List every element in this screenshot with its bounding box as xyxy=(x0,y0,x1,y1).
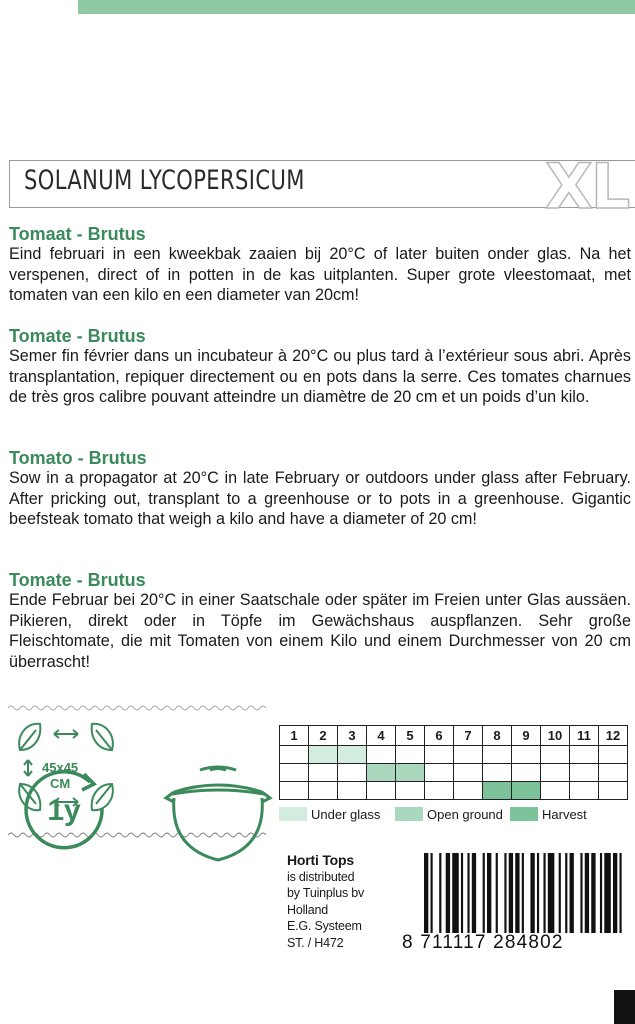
barcode-bar xyxy=(591,853,595,933)
calendar-cell xyxy=(280,764,309,782)
calendar-cell xyxy=(396,746,425,764)
calendar-cell xyxy=(425,746,454,764)
spacing-unit: CM xyxy=(49,776,71,791)
legend-label-open-ground: Open ground xyxy=(427,807,503,822)
barcode-bar xyxy=(452,853,459,933)
calendar-cell xyxy=(425,782,454,800)
calendar-cell xyxy=(396,764,425,782)
calendar-cell xyxy=(512,764,541,782)
barcode-bar xyxy=(431,853,433,933)
spacing-value: 45x45 xyxy=(42,760,79,775)
calendar-cell xyxy=(483,764,512,782)
calendar-cell xyxy=(367,746,396,764)
cycle-label: 1y xyxy=(47,794,81,827)
distributor-line: E.G. Systeem xyxy=(287,919,362,933)
legend-swatch-under-glass xyxy=(279,807,307,821)
calendar-cell xyxy=(541,782,570,800)
section-dutch xyxy=(9,224,631,306)
calendar-cell xyxy=(338,764,367,782)
barcode-bar xyxy=(548,853,555,933)
barcode-bar xyxy=(613,853,617,933)
barcode-bar xyxy=(472,853,476,933)
calendar-cell xyxy=(512,782,541,800)
section-title: Tomate - Brutus xyxy=(9,570,146,590)
legend-swatch-harvest xyxy=(510,807,538,821)
legend-swatch-open-ground xyxy=(395,807,423,821)
barcode-bar xyxy=(467,853,469,933)
barcode-bar xyxy=(559,853,561,933)
barcode-bar xyxy=(604,853,611,933)
barcode-bar xyxy=(483,853,485,933)
barcode-bar xyxy=(446,853,450,933)
corner-mark xyxy=(614,990,635,1024)
calendar-cell xyxy=(280,782,309,800)
legend-label-under-glass: Under glass xyxy=(311,807,381,822)
size-badge: XL xyxy=(545,150,629,223)
calendar-month-header: 6 xyxy=(425,726,454,746)
calendar-cell xyxy=(570,782,599,800)
calendar-cell xyxy=(280,746,309,764)
barcode-bar xyxy=(461,853,463,933)
species-banner xyxy=(9,160,635,208)
barcode-bar xyxy=(439,853,441,933)
barcode-bar xyxy=(619,853,621,933)
distributor-line: by Tuinplus bv xyxy=(287,886,365,900)
section-title: Tomaat - Brutus xyxy=(9,224,146,244)
calendar-month-header: 10 xyxy=(541,726,570,746)
calendar-cell xyxy=(541,764,570,782)
calendar-cell xyxy=(396,782,425,800)
calendar-month-header: 9 xyxy=(512,726,541,746)
calendar-month-header: 4 xyxy=(367,726,396,746)
distributor-line: is distributed xyxy=(287,869,355,884)
calendar-cell xyxy=(425,764,454,782)
barcode-number: 8 711117 284802 xyxy=(402,932,564,953)
section-french xyxy=(9,326,631,408)
barcode-bar xyxy=(530,853,534,933)
section-body: Eind februari in een kweekbak zaaien bij 20°C of later buiten onder glas. Na het verspenen, direct of in potten in de kas uitplanten. Super grote vleestomaat, met tomaten van een kilo en een diameter van 20cm! xyxy=(9,245,631,304)
barcode xyxy=(424,853,626,933)
barcode-bar xyxy=(543,853,545,933)
barcode-bar xyxy=(585,853,589,933)
section-german xyxy=(9,570,631,672)
barcode-bar xyxy=(570,853,574,933)
barcode-bar xyxy=(496,853,498,933)
top-color-bar xyxy=(78,0,635,14)
distributor-line: Holland xyxy=(287,902,328,917)
section-body: Semer fin février dans un incubateur à 20°C ou plus tard à l’extérieur sous abri. Après transplantation, repiquer directement ou en pots dans la serre. Ces tomates charnues de très gros calibre pouvant atteindre un diamètre de 20 cm et un poids d’un kilo. xyxy=(9,347,631,406)
calendar-month-header: 1 xyxy=(280,726,309,746)
barcode-bar xyxy=(580,853,582,933)
calendar-cell xyxy=(338,746,367,764)
barcode-bar xyxy=(537,853,539,933)
barcode-bar xyxy=(522,853,524,933)
calendar-cell xyxy=(483,746,512,764)
calendar-cell xyxy=(570,746,599,764)
annual-cycle-icon xyxy=(18,768,110,860)
calendar-month-header: 12 xyxy=(599,726,628,746)
brand-name: Horti Tops xyxy=(287,852,354,868)
section-body: Sow in a propagator at 20°C in late February or outdoors under glass after February. After pricking out, transplant to a greenhouse or to pots in a greenhouse. Gigantic beefsteak tomato that weigh a kilo and have a diameter of 20 cm! xyxy=(9,469,631,528)
sowing-calendar xyxy=(279,725,628,800)
calendar-month-header: 8 xyxy=(483,726,512,746)
calendar-cell xyxy=(367,782,396,800)
calendar-month-header: 11 xyxy=(570,726,599,746)
calendar-cell xyxy=(338,782,367,800)
distributor-line: ST. / H472 xyxy=(287,935,344,950)
barcode-bar xyxy=(424,853,428,933)
calendar-cell xyxy=(512,746,541,764)
calendar-cell xyxy=(599,746,628,764)
calendar-cell xyxy=(454,782,483,800)
calendar-cell xyxy=(541,746,570,764)
section-title: Tomate - Brutus xyxy=(9,326,146,346)
calendar-month-header: 3 xyxy=(338,726,367,746)
distributor-info xyxy=(287,852,364,951)
pot-icon xyxy=(160,764,276,864)
calendar-cell xyxy=(483,782,512,800)
species-name: SOLANUM LYCOPERSICUM xyxy=(24,165,305,196)
section-english xyxy=(9,448,631,530)
barcode-bar xyxy=(487,853,491,933)
barcode-bar xyxy=(509,853,513,933)
calendar-month-header: 7 xyxy=(454,726,483,746)
calendar-legend xyxy=(279,806,619,826)
barcode-bar xyxy=(565,853,567,933)
calendar-cell xyxy=(570,764,599,782)
calendar-cell xyxy=(599,764,628,782)
calendar-month-header: 5 xyxy=(396,726,425,746)
legend-label-harvest: Harvest xyxy=(542,807,587,822)
calendar-cell xyxy=(309,746,338,764)
calendar-cell xyxy=(367,764,396,782)
section-body: Ende Februar bei 20°C in einer Saatschale oder später im Freien unter Glas aussäen. Pikieren, direkt oder in Töpfe im Gewächshaus auspflanzen. Sehr große Fleischtomate, die mit Tomaten von einem Kilo und einem Durchmesser von 20 cm überrascht! xyxy=(9,591,631,671)
calendar-cell xyxy=(309,782,338,800)
calendar-cell xyxy=(454,746,483,764)
barcode-bar xyxy=(515,853,519,933)
barcode-bar xyxy=(600,853,602,933)
wavy-divider xyxy=(8,704,270,712)
calendar-month-header: 2 xyxy=(309,726,338,746)
calendar-cell xyxy=(454,764,483,782)
section-title: Tomato - Brutus xyxy=(9,448,147,468)
barcode-bar xyxy=(504,853,506,933)
calendar-cell xyxy=(309,764,338,782)
calendar-cell xyxy=(599,782,628,800)
